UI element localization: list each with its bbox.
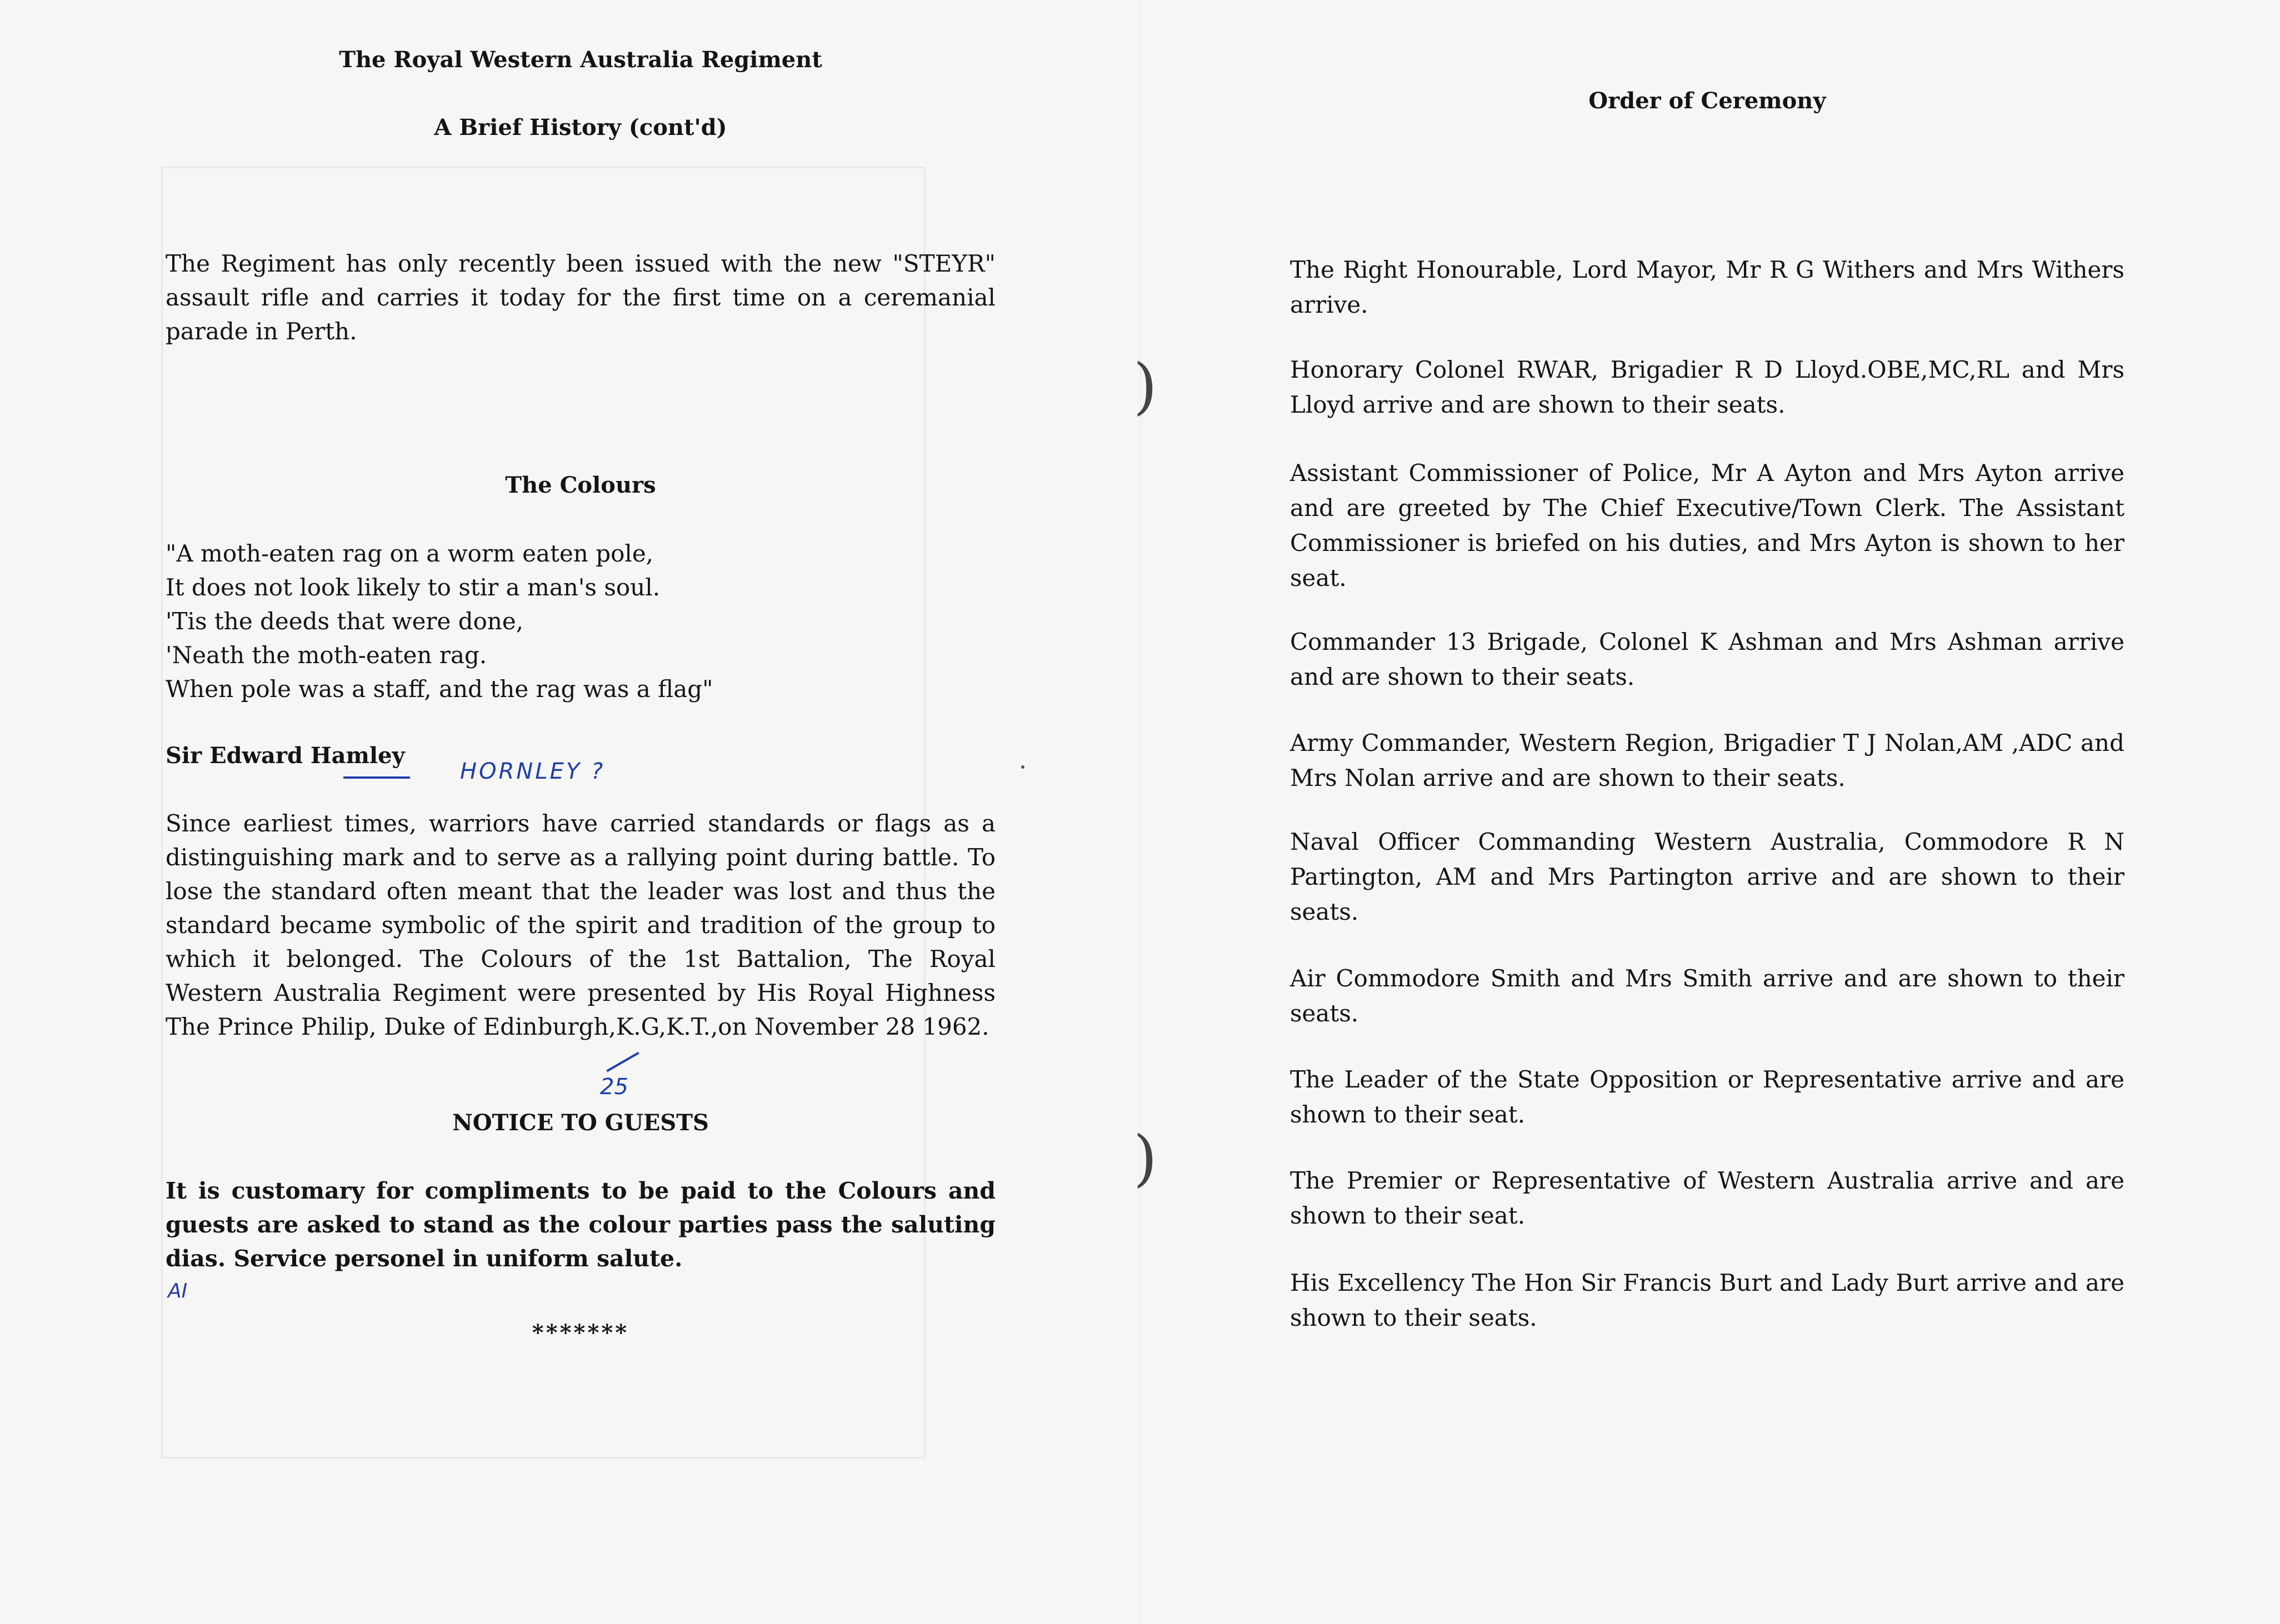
ceremony-item: The Right Honourable, Lord Mayor, Mr R G Withers and Mrs Withers arrive. bbox=[1290, 256, 2124, 318]
ceremony-item: Air Commodore Smith and Mrs Smith arrive and are shown to their seats. bbox=[1290, 965, 2124, 1027]
ceremony-item: Commander 13 Brigade, Colonel K Ashman and Mrs Ashman arrive and are shown to their seats. bbox=[1290, 628, 2124, 690]
poem-line: It does not look likely to stir a man's soul. bbox=[166, 574, 661, 601]
poem bbox=[166, 537, 996, 706]
separator: ******* bbox=[532, 1320, 629, 1346]
scan-speck bbox=[1021, 765, 1024, 769]
notice-text: It is customary for compliments to be paid to the Colours and guests are asked to stand as the colour parties pass the saluting dias. Service personel in uniform salute. bbox=[166, 1177, 996, 1272]
ceremony-item: The Premier or Representative of Western Australia arrive and are shown to their seat. bbox=[1290, 1167, 2124, 1229]
notice-heading: NOTICE TO GUESTS bbox=[452, 1110, 709, 1136]
history-subtitle: A Brief History (cont'd) bbox=[434, 114, 727, 141]
ceremony-item: Honorary Colonel RWAR, Brigadier R D Lloyd.OBE,MC,RL and Mrs Lloyd arrive and are shown to their seats. bbox=[1290, 356, 2124, 418]
poem-line: 'Tis the deeds that were done, bbox=[166, 608, 524, 635]
ceremony-item: The Leader of the State Opposition or Representative arrive and are shown to their seat. bbox=[1290, 1066, 2124, 1128]
poem-line: "A moth-eaten rag on a worm eaten pole, bbox=[166, 540, 654, 567]
binding-mark-bottom: ) bbox=[1133, 1122, 1157, 1194]
ceremony-item: Naval Officer Commanding Western Australia, Commodore R N Partington, AM and Mrs Partington arrive and are shown to their seats. bbox=[1290, 828, 2124, 925]
colours-heading: The Colours bbox=[505, 472, 656, 498]
poem-line: 'Neath the moth-eaten rag. bbox=[166, 641, 487, 669]
history-title: The Royal Western Australia Regiment bbox=[339, 47, 822, 73]
ceremony-item: His Excellency The Hon Sir Francis Burt and Lady Burt arrive and are shown to their seats. bbox=[1290, 1269, 2124, 1331]
ceremony-item: Assistant Commissioner of Police, Mr A Ayton and Mrs Ayton arrive and are greeted by The Chief Executive/Town Clerk. The Assistant Commissioner is briefed on his duties, and Mrs Ayton is shown to her seat. bbox=[1290, 459, 2124, 592]
colours-paragraph: Since earliest times, warriors have carried standards or flags as a distinguishing mark and to serve as a rallying point during battle. To lose the standard often meant that the leader was lost and thus the standard became symbolic of the spirit and tradition of the group to which it belonged. The Colours of the 1st Battalion, The Royal Western Australia Regiment were presented by His Royal Highness The Prince Philip, Duke of Edinburgh,K.G,K.T.,on November 28 1962. bbox=[166, 810, 996, 1040]
author-strikethrough-mark bbox=[343, 776, 410, 779]
date-handwritten-correction: 25 bbox=[600, 1074, 628, 1100]
author-handwritten-correction: HORNLEY ? bbox=[460, 759, 606, 784]
right-page bbox=[1290, 0, 2124, 1624]
date-strikethrough-mark bbox=[606, 1052, 639, 1072]
ceremony-item: Army Commander, Western Region, Brigadier T J Nolan,AM ,ADC and Mrs Nolan arrive and are shown to their seats. bbox=[1290, 729, 2124, 791]
poem-author: Sir Edward Hamley bbox=[166, 743, 405, 769]
intro-paragraph: The Regiment has only recently been issued with the new "STEYR" assault rifle and carries it today for the first time on a ceremanial parade in Perth. bbox=[166, 250, 996, 345]
ceremony-heading: Order of Ceremony bbox=[1588, 88, 1826, 114]
binding-mark-top: ) bbox=[1133, 350, 1157, 422]
center-fold bbox=[1140, 0, 1141, 1624]
poem-line: When pole was a staff, and the rag was a flag" bbox=[166, 675, 713, 703]
left-page bbox=[166, 0, 996, 1624]
notice-handwritten-initials: AI bbox=[168, 1280, 188, 1302]
